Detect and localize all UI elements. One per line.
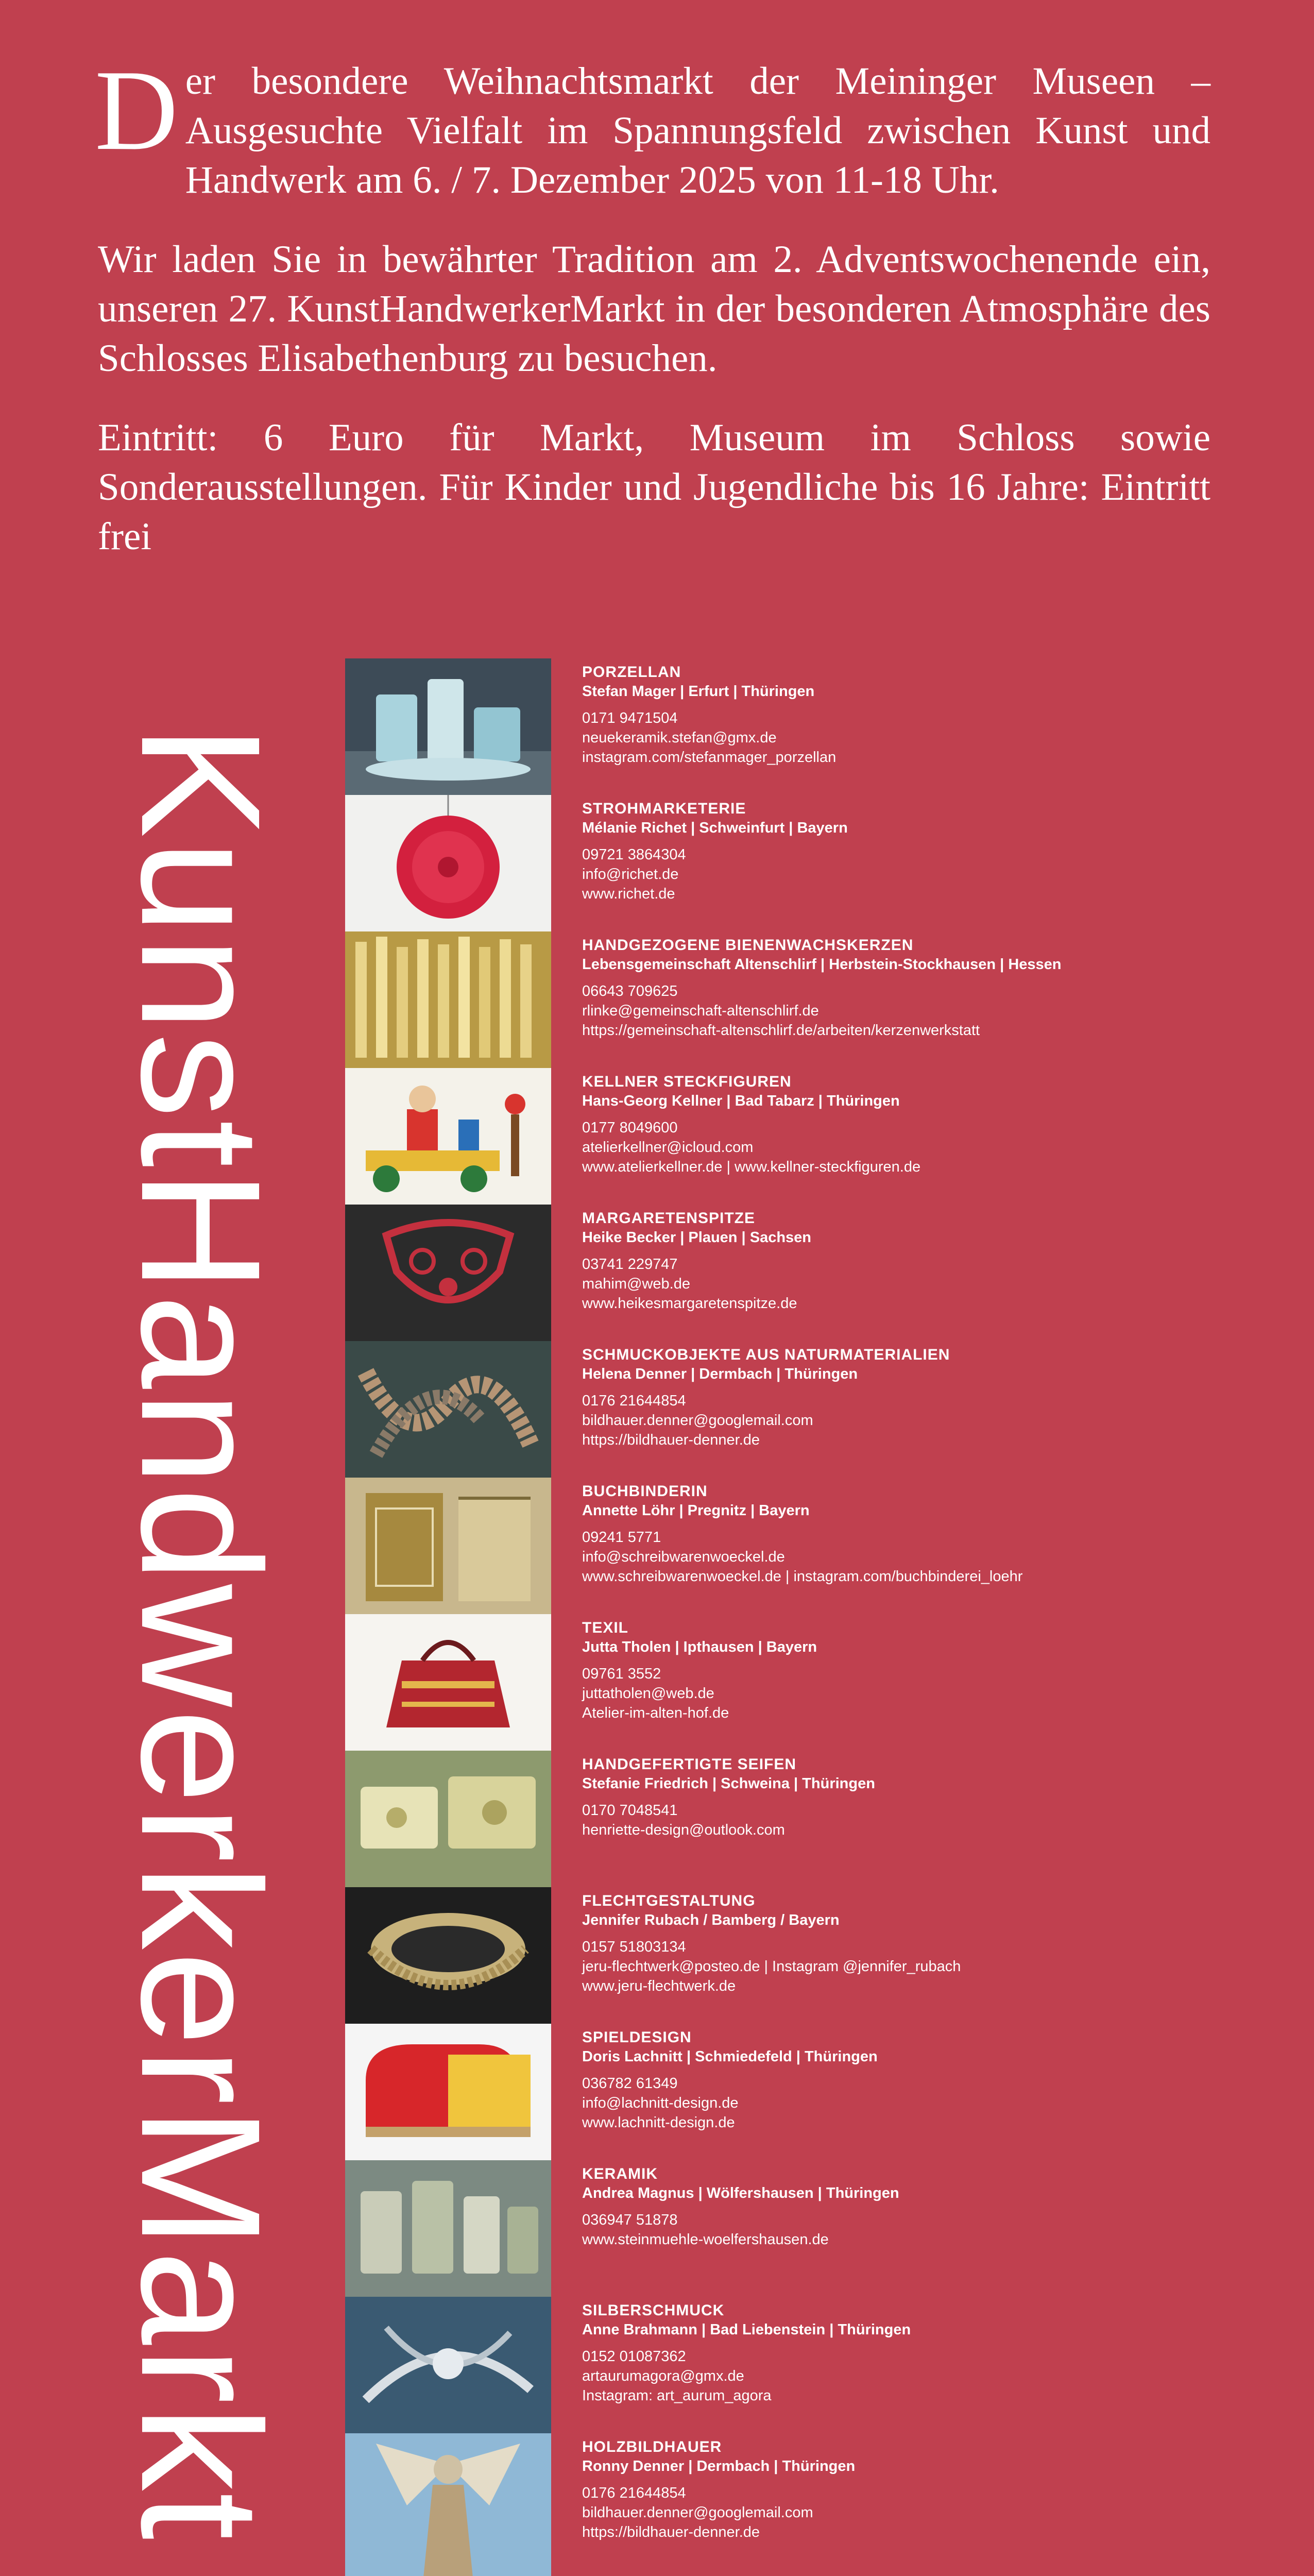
exhibitor-info xyxy=(582,663,1221,767)
candles-photo xyxy=(345,931,551,1068)
exhibitor-web[interactable]: Instagram: art_aurum_agora xyxy=(582,2387,772,2404)
straw-marquetry-photo xyxy=(345,795,551,931)
exhibitor-info xyxy=(582,1618,1221,1723)
lace-photo xyxy=(345,1205,551,1341)
toy-photo xyxy=(345,2024,551,2160)
exhibitor-web[interactable]: www.jeru-flechtwerk.de xyxy=(582,1978,736,1994)
exhibitor-info xyxy=(582,2164,1221,2249)
exhibitor-category: TEXIL xyxy=(582,1619,629,1636)
exhibitor-name: Anne Brahmann | Bad Liebenstein | Thüringen xyxy=(582,2321,911,2338)
exhibitor-web[interactable]: https://bildhauer-denner.de xyxy=(582,1432,760,1448)
exhibitor-category: SILBERSCHMUCK xyxy=(582,2302,725,2319)
intro-paragraph-2: Wir laden Sie in bewährter Tradition am 2. Adventswochenende ein, unseren 27. KunstHandwerkerMarkt in der besonderen Atmosphäre des Schlosses Elisabethenburg zu besuchen. xyxy=(98,238,1210,380)
exhibitor-phone: 09761 3552 xyxy=(582,1666,661,1682)
exhibitor-phone: 0157 51803134 xyxy=(582,1939,686,1955)
exhibitor-web[interactable]: https://bildhauer-denner.de xyxy=(582,2524,760,2540)
intro-text xyxy=(95,46,1210,562)
intro-paragraph-3: Eintritt: 6 Euro für Markt, Museum im Schloss sowie Sonderausstellungen. Für Kinder und Jugendliche bis 16 Jahre: Eintritt frei xyxy=(98,416,1210,558)
exhibitor-info xyxy=(582,2028,1221,2132)
exhibitor-info xyxy=(582,2301,1221,2405)
porcelain-photo xyxy=(345,658,551,795)
exhibitor-category: SCHMUCKOBJEKTE AUS NATURMATERIALIEN xyxy=(582,1346,950,1363)
silver-jewelry-photo xyxy=(345,2297,551,2433)
exhibitor-web[interactable]: Atelier-im-alten-hof.de xyxy=(582,1705,729,1721)
exhibitor-info xyxy=(582,1209,1221,1313)
ceramics-photo xyxy=(345,2160,551,2297)
exhibitor-category: FLECHTGESTALTUNG xyxy=(582,1892,756,1909)
exhibitor-row xyxy=(345,1751,1221,1887)
exhibitor-row xyxy=(345,2297,1221,2433)
drop-cap: D xyxy=(95,46,178,174)
exhibitor-info xyxy=(582,936,1221,1040)
exhibitor-info xyxy=(582,1891,1221,1996)
exhibitor-email[interactable]: info@richet.de xyxy=(582,866,679,883)
exhibitor-name: Jennifer Rubach / Bamberg / Bayern xyxy=(582,1912,840,1928)
exhibitor-row xyxy=(345,1614,1221,1751)
exhibitor-name: Jutta Tholen | Ipthausen | Bayern xyxy=(582,1639,817,1655)
wooden-figures-photo xyxy=(345,1068,551,1205)
exhibitor-name: Ronny Denner | Dermbach | Thüringen xyxy=(582,2458,856,2475)
exhibitor-row xyxy=(345,931,1221,1068)
exhibitor-category: HANDGEZOGENE BIENENWACHSKERZEN xyxy=(582,937,914,954)
exhibitor-phone: 0176 21644854 xyxy=(582,2485,686,2501)
exhibitor-web[interactable]: www.lachnitt-design.de xyxy=(582,2114,735,2131)
bookbinding-photo xyxy=(345,1478,551,1614)
exhibitor-phone: 0176 21644854 xyxy=(582,1393,686,1409)
vertical-title: KunstHandwerkerMarkt xyxy=(106,724,296,2542)
exhibitor-web[interactable]: www.steinmuehle-woelfershausen.de xyxy=(582,2231,829,2248)
exhibitor-phone: 09241 5771 xyxy=(582,1529,661,1546)
exhibitor-phone: 036782 61349 xyxy=(582,2075,678,2092)
exhibitor-email[interactable]: juttatholen@web.de xyxy=(582,1685,714,1702)
exhibitor-phone: 03741 229747 xyxy=(582,1256,678,1273)
exhibitor-category: PORZELLAN xyxy=(582,664,681,681)
exhibitor-name: Helena Denner | Dermbach | Thüringen xyxy=(582,1366,858,1382)
exhibitor-category: STROHMARKETERIE xyxy=(582,800,746,817)
exhibitor-name: Heike Becker | Plauen | Sachsen xyxy=(582,1229,812,1246)
exhibitor-web[interactable]: www.atelierkellner.de | www.kellner-steckfiguren.de xyxy=(582,1159,921,1175)
exhibitor-web[interactable]: www.richet.de xyxy=(582,886,675,902)
exhibitor-web[interactable]: www.schreibwarenwoeckel.de | instagram.com/buchbinderei_loehr xyxy=(582,1568,1023,1585)
exhibitor-info xyxy=(582,2437,1221,2542)
soap-photo xyxy=(345,1751,551,1887)
exhibitor-email[interactable]: mahim@web.de xyxy=(582,1276,690,1292)
exhibitor-phone: 0170 7048541 xyxy=(582,1802,678,1819)
exhibitor-category: HANDGEFERTIGTE SEIFEN xyxy=(582,1756,797,1773)
exhibitor-info xyxy=(582,1072,1221,1177)
exhibitor-name: Annette Löhr | Pregnitz | Bayern xyxy=(582,1502,810,1519)
exhibitor-row xyxy=(345,2433,1221,2570)
exhibitor-category: HOLZBILDHAUER xyxy=(582,2438,722,2455)
exhibitor-name: Doris Lachnitt | Schmiedefeld | Thüringen xyxy=(582,2048,878,2065)
exhibitor-email[interactable]: bildhauer.denner@googlemail.com xyxy=(582,1412,813,1429)
exhibitor-row xyxy=(345,658,1221,795)
exhibitor-phone: 036947 51878 xyxy=(582,2212,678,2228)
exhibitor-name: Stefan Mager | Erfurt | Thüringen xyxy=(582,683,815,700)
exhibitor-email[interactable]: atelierkellner@icloud.com xyxy=(582,1139,754,1156)
basketry-photo xyxy=(345,1887,551,2024)
exhibitor-category: MARGARETENSPITZE xyxy=(582,1210,756,1227)
exhibitor-list xyxy=(345,658,1221,2570)
exhibitor-row xyxy=(345,795,1221,931)
exhibitor-row xyxy=(345,1341,1221,1478)
natural-jewelry-photo xyxy=(345,1341,551,1478)
exhibitor-phone: 0152 01087362 xyxy=(582,2348,686,2365)
exhibitor-email[interactable]: neuekeramik.stefan@gmx.de xyxy=(582,730,777,746)
exhibitor-phone: 0177 8049600 xyxy=(582,1120,678,1136)
exhibitor-web[interactable]: https://gemeinschaft-altenschlirf.de/arbeiten/kerzenwerkstatt xyxy=(582,1022,980,1039)
exhibitor-email[interactable]: info@lachnitt-design.de xyxy=(582,2095,739,2111)
exhibitor-category: BUCHBINDERIN xyxy=(582,1483,708,1500)
vertical-title-block xyxy=(98,649,304,2576)
textile-bag-photo xyxy=(345,1614,551,1751)
exhibitor-row xyxy=(345,2024,1221,2160)
exhibitor-info xyxy=(582,799,1221,904)
exhibitor-info xyxy=(582,1482,1221,1586)
exhibitor-web[interactable]: instagram.com/stefanmager_porzellan xyxy=(582,749,837,766)
exhibitor-name: Hans-Georg Kellner | Bad Tabarz | Thüringen xyxy=(582,1093,900,1109)
exhibitor-row xyxy=(345,1478,1221,1614)
exhibitor-phone: 0171 9471504 xyxy=(582,710,678,726)
exhibitor-info xyxy=(582,1755,1221,1840)
exhibitor-web[interactable]: www.heikesmargaretenspitze.de xyxy=(582,1295,797,1312)
intro-p1-text: er besondere Weihnachtsmarkt der Meininger Museen – Ausgesuchte Vielfalt im Spannungsfeld zwischen Kunst und Handwerk am 6. / 7. Dezember 2025 von 11-18 Uhr. xyxy=(185,60,1210,201)
exhibitor-name: Andrea Magnus | Wölfershausen | Thüringen xyxy=(582,2185,899,2201)
exhibitor-email[interactable]: artaurumagora@gmx.de xyxy=(582,2368,744,2384)
intro-paragraph-1 xyxy=(95,46,1210,205)
exhibitor-email[interactable]: rlinke@gemeinschaft-altenschlirf.de xyxy=(582,1003,819,1019)
exhibitor-row xyxy=(345,1205,1221,1341)
exhibitor-category: KERAMIK xyxy=(582,2165,658,2182)
exhibitor-row xyxy=(345,1068,1221,1205)
exhibitor-name: Lebensgemeinschaft Altenschlirf | Herbstein-Stockhausen | Hessen xyxy=(582,956,1062,973)
exhibitor-category: KELLNER STECKFIGUREN xyxy=(582,1073,792,1090)
exhibitor-email[interactable]: info@schreibwarenwoeckel.de xyxy=(582,1549,785,1565)
exhibitor-email[interactable]: jeru-flechtwerk@posteo.de | Instagram @jennifer_rubach xyxy=(582,1958,961,1975)
exhibitor-name: Mélanie Richet | Schweinfurt | Bayern xyxy=(582,820,848,836)
exhibitor-row xyxy=(345,1887,1221,2024)
exhibitor-info xyxy=(582,1345,1221,1450)
exhibitor-email[interactable]: henriette-design@outlook.com xyxy=(582,1822,785,1838)
exhibitor-phone: 09721 3864304 xyxy=(582,846,686,863)
exhibitor-email[interactable]: bildhauer.denner@googlemail.com xyxy=(582,2504,813,2521)
wood-sculpture-photo xyxy=(345,2433,551,2576)
exhibitor-phone: 06643 709625 xyxy=(582,983,678,999)
exhibitor-row xyxy=(345,2160,1221,2297)
exhibitor-category: SPIELDESIGN xyxy=(582,2029,692,2046)
exhibitor-name: Stefanie Friedrich | Schweina | Thüringen xyxy=(582,1775,875,1792)
